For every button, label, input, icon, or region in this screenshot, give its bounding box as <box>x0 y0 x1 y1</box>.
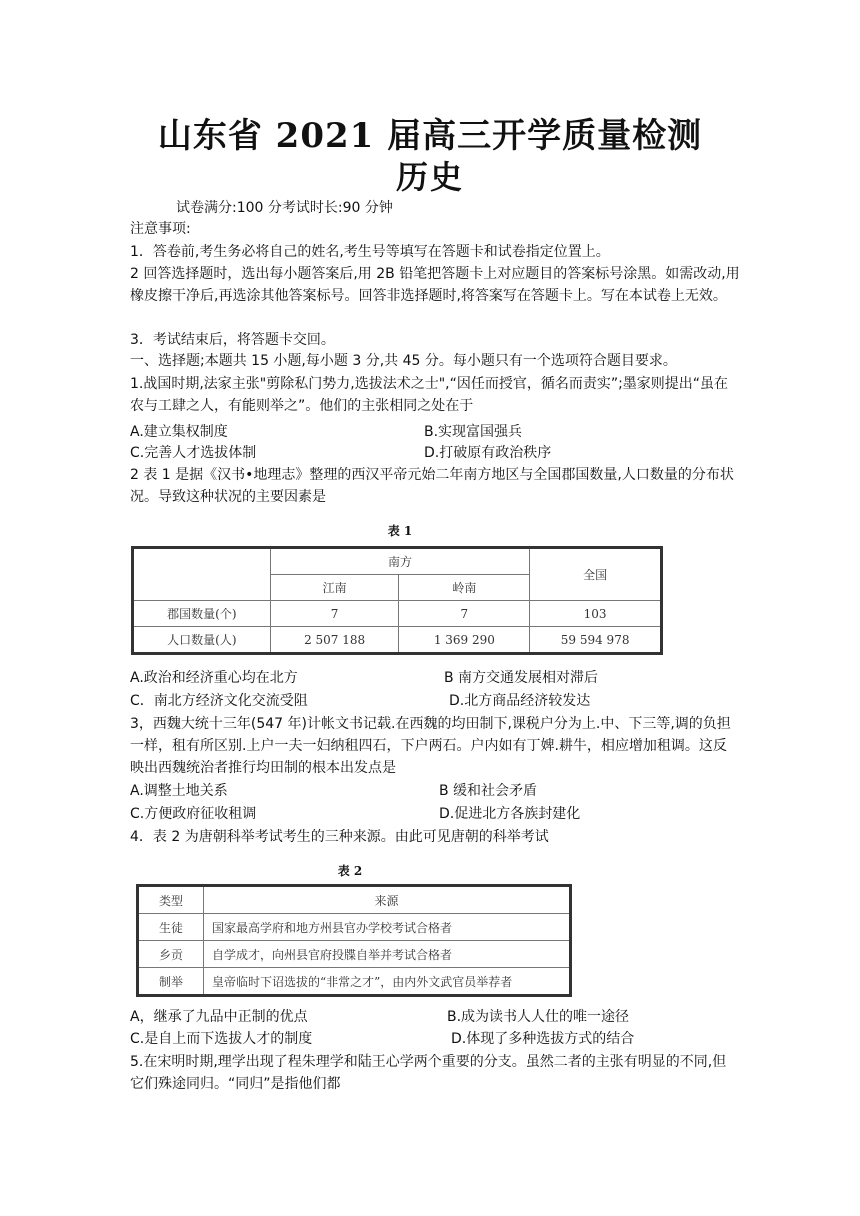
q2-option-c: C．南北方经济文化交流受阻 <box>130 693 308 709</box>
table1-nation-header: 全国 <box>530 548 662 601</box>
q4-stem: 4．表 2 为唐朝科举考试考生的三种来源。由此可见唐朝的科举考试 <box>130 829 549 845</box>
notice-heading: 注意事项: <box>130 221 191 237</box>
table2-type-cell: 制举 <box>138 968 204 996</box>
table2-type-header: 类型 <box>138 886 204 914</box>
table2-caption: 表 2 <box>337 864 363 878</box>
q3-option-c: C.方便政府征收租调 <box>130 806 257 822</box>
section-heading: 一、选择题;本题共 15 小题,每小题 3 分,共 45 分。每小题只有一个选项符合题目要求。 <box>130 353 677 369</box>
q4-option-c: C.是自上而下选拔人才的制度 <box>130 1031 313 1047</box>
table1-jiangnan-header: 江南 <box>270 575 399 601</box>
table-row <box>133 627 662 654</box>
q1-option-d: D.打破原有政治秩序 <box>424 445 552 461</box>
q2-stem: 2 表 1 是据《汉书•地理志》整理的西汉平帝元始二年南方地区与全国郡国数量,人口数量的分布状况。导致这种状况的主要因素是 <box>130 467 734 505</box>
exam-title: 山东省 2021 届高三开学质量检测 <box>157 116 703 156</box>
table2-source-cell: 自学成才，向州县官府投牒自举并考试合格者 <box>204 941 571 968</box>
table1-cell: 1 369 290 <box>399 627 530 654</box>
notice-3: 3．考试结束后，将答题卡交回。 <box>130 332 335 348</box>
table1-row-label: 郡国数量(个) <box>133 601 271 627</box>
q4-option-b: B.成为读书人人仕的唯一途径 <box>447 1009 630 1025</box>
table1-cell: 103 <box>530 601 662 627</box>
q3-option-d: D.促进北方各族封建化 <box>439 806 581 822</box>
exam-info: 试卷满分:100 分考试时长:90 分钟 <box>176 200 393 216</box>
table2-type-cell: 生徒 <box>138 914 204 941</box>
table-row <box>133 601 662 627</box>
q3-stem: 3，西魏大统十三年(547 年)计帐文书记载.在西魏的均田制下,课税户分为上.中、下三等,调的负担一样，租有所区别.上户一夫一妇纳租四石，下户两石。户内如有丁婢.耕牛，相应增加租调。这反映出西魏统治者推行均田制的根本出发点是 <box>130 716 731 776</box>
table2-source-cell: 国家最高学府和地方州县官办学校考试合格者 <box>204 914 571 941</box>
table1-corner-cell <box>133 548 271 601</box>
table1-cell: 7 <box>399 601 530 627</box>
table-row <box>138 941 571 968</box>
table2-type-cell: 乡贡 <box>138 941 204 968</box>
notice-1: 1．答卷前,考生务必将自己的姓名,考生号等填写在答题卡和试卷指定位置上。 <box>130 244 610 260</box>
q1-option-a: A.建立集权制度 <box>130 424 228 440</box>
table1-south-header: 南方 <box>270 548 530 575</box>
q1-stem: 1.战国时期,法家主张"剪除私门势力,选拔法术之士",“因任而授官，循名而责实”;墨家则提出“虽在农与工肆之人，有能则举之”。他们的主张相同之处在于 <box>130 376 729 414</box>
table1-cell: 2 507 188 <box>270 627 399 654</box>
q2-option-a: A.政治和经济重心均在北方 <box>130 670 298 686</box>
q1-option-b: B.实现富国强兵 <box>424 424 523 440</box>
q5-stem: 5.在宋明时期,理学出现了程朱理学和陆王心学两个重要的分支。虽然二者的主张有明显的不同,但它们殊途同归。“同归”是指他们都 <box>130 1054 727 1092</box>
table1-caption: 表 1 <box>387 524 413 538</box>
table-row <box>138 914 571 941</box>
table-1 <box>131 546 663 655</box>
table1-lingnan-header: 岭南 <box>399 575 530 601</box>
table-row <box>138 968 571 996</box>
table2-source-cell: 皇帝临时下诏选拔的“非常之才”，由内外文武官员举荐者 <box>204 968 571 996</box>
q3-option-a: A.调整土地关系 <box>130 783 228 799</box>
notice-2: 2 回答选择题时，选出每小题答案后,用 2B 铅笔把答题卡上对应题目的答案标号涂黑。如需改动,用橡皮擦干净后,再选涂其他答案标号。回答非选择题时,将答案写在答题卡上。写在本试卷上无效。 <box>130 266 740 304</box>
q2-option-d: D.北方商品经济较发达 <box>449 693 591 709</box>
table1-cell: 59 594 978 <box>530 627 662 654</box>
q1-option-c: C.完善人才选拔体制 <box>130 445 257 461</box>
q4-option-d: D.体现了多种选拔方式的结合 <box>451 1031 635 1047</box>
table1-row-label: 人口数量(人) <box>133 627 271 654</box>
table2-source-header: 来源 <box>204 886 571 914</box>
table1-cell: 7 <box>270 601 399 627</box>
table-2 <box>136 884 572 997</box>
q2-option-b: B 南方交通发展相对滞后 <box>444 670 599 686</box>
q4-option-a: A，继承了九品中正制的优点 <box>130 1009 308 1025</box>
q3-option-b: B 缓和社会矛盾 <box>439 783 538 799</box>
subject-title: 历史 <box>395 158 464 196</box>
